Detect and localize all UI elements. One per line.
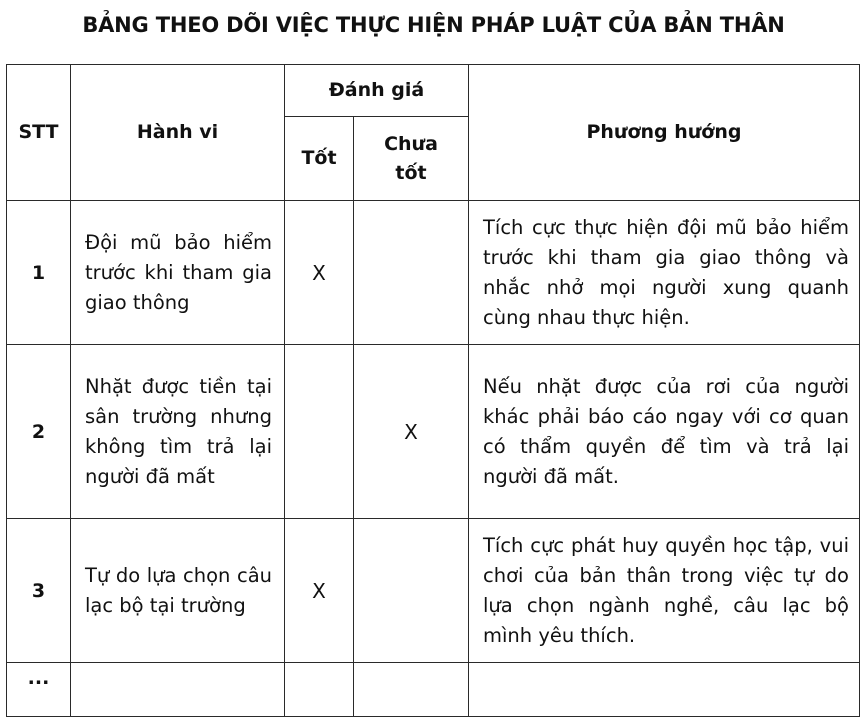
header-not-good: Chưa tốt — [354, 117, 469, 201]
good-mark — [285, 345, 354, 519]
behavior-cell: Tự do lựa chọn câu lạc bộ tại trường — [71, 519, 285, 663]
header-good: Tốt — [285, 117, 354, 201]
empty-cell — [285, 663, 354, 717]
good-mark: X — [285, 519, 354, 663]
empty-cell — [354, 663, 469, 717]
direction-cell: Tích cực thực hiện đội mũ bảo hiểm trước khi tham gia giao thông và nhắc nhở mọi người xung quanh cùng nhau thực hiện. — [469, 201, 860, 345]
direction-cell: Nếu nhặt được của rơi của người khác phải báo cáo ngay với cơ quan có thẩm quyền để tìm và trả lại người đã mất. — [469, 345, 860, 519]
behavior-cell: Đội mũ bảo hiểm trước khi tham gia giao thông — [71, 201, 285, 345]
empty-cell — [71, 663, 285, 717]
not-good-mark — [354, 519, 469, 663]
continuation-ellipsis: ... — [7, 663, 71, 717]
behavior-cell: Nhặt được tiền tại sân trường nhưng không tìm trả lại người đã mất — [71, 345, 285, 519]
table-row — [7, 519, 860, 663]
header-direction: Phương hướng — [469, 65, 860, 201]
document-title: BẢNG THEO DÕI VIỆC THỰC HIỆN PHÁP LUẬT CỦA BẢN THÂN — [82, 13, 785, 37]
empty-cell — [469, 663, 860, 717]
row-number: 2 — [7, 345, 71, 519]
row-number: 3 — [7, 519, 71, 663]
header-evaluation: Đánh giá — [285, 65, 469, 117]
not-good-mark: X — [354, 345, 469, 519]
table-row — [7, 201, 860, 345]
law-tracking-table — [6, 64, 860, 717]
direction-cell: Tích cực phát huy quyền học tập, vui chơi của bản thân trong việc tự do lựa chọn ngành nghề, câu lạc bộ mình yêu thích. — [469, 519, 860, 663]
header-stt: STT — [7, 65, 71, 201]
header-row-top — [7, 65, 860, 117]
continuation-row — [7, 663, 860, 717]
not-good-mark — [354, 201, 469, 345]
header-behavior: Hành vi — [71, 65, 285, 201]
row-number: 1 — [7, 201, 71, 345]
good-mark: X — [285, 201, 354, 345]
table-row — [7, 345, 860, 519]
